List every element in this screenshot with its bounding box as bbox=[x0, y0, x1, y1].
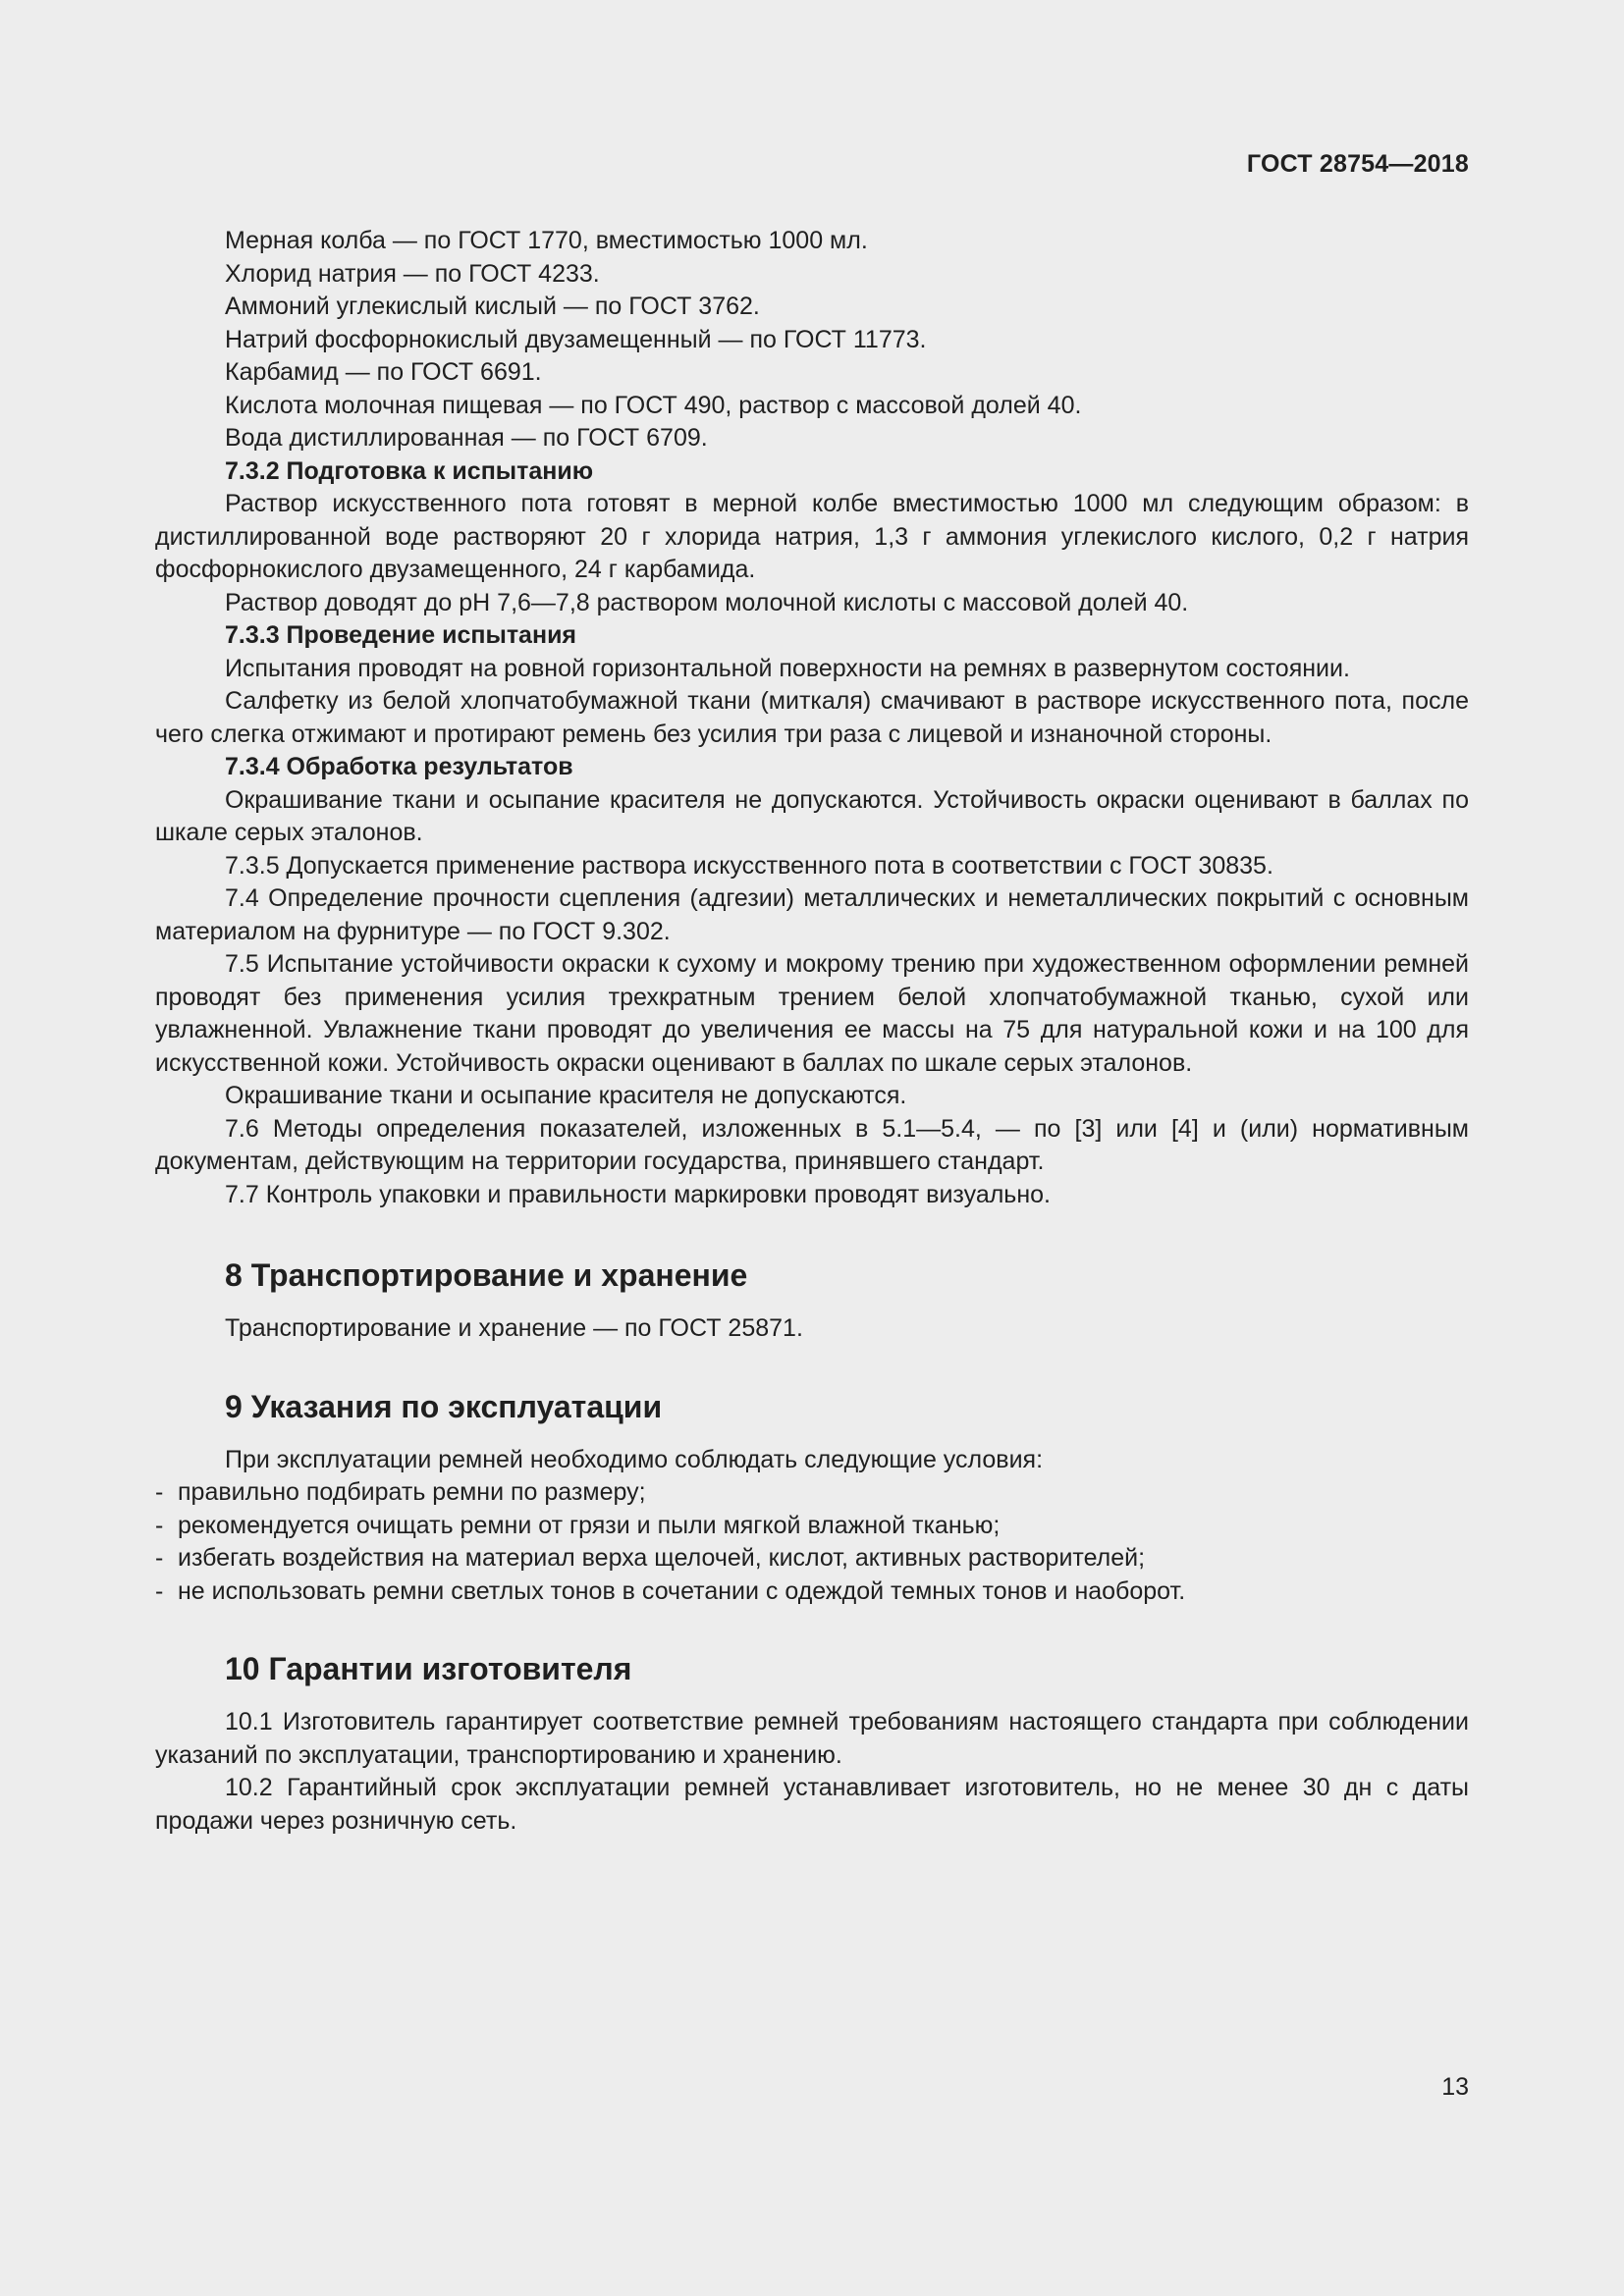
clause-7-5: 7.5 Испытание устойчивости окраски к сухому и мокрому трению при художественном оформлении ремней проводят без применения усилия трехкратным трением белой хлопчатобумажной тканью, сухой или увлажненной. Увлажнение ткани проводят до увеличения ее массы на 75 для натуральной кожи и на 100 для искусственной кожи. Устойчивость окраски оценивают в баллах по шкале серых эталонов. bbox=[155, 950, 1469, 1077]
paragraph: Окрашивание ткани и осыпание красителя не допускаются. Устойчивость окраски оценивают в баллах по шкале серых эталонов. bbox=[155, 785, 1469, 846]
paragraph: При эксплуатации ремней необходимо соблюдать следующие условия: bbox=[225, 1445, 1044, 1473]
clause-7-3-5: 7.3.5 Допускается применение раствора искусственного пота в соответствии с ГОСТ 30835. bbox=[225, 851, 1273, 880]
paragraph: Салфетку из белой хлопчатобумажной ткани (миткаля) смачивают в растворе искусственного пота, после чего слегка отжимают и протирают ремень без усилия три раза с лицевой и изнаночной стороны. bbox=[155, 687, 1469, 748]
reagent-item: Карбамид — по ГОСТ 6691. bbox=[225, 358, 542, 386]
page-number: 13 bbox=[1441, 2073, 1469, 2101]
list-item bbox=[155, 1510, 1469, 1543]
document-code: ГОСТ 28754—2018 bbox=[1246, 150, 1469, 178]
section-heading-9: 9 Указания по эксплуатации bbox=[225, 1388, 663, 1424]
list-item-text: рекомендуется очищать ремни от грязи и пыли мягкой влажной тканью; bbox=[178, 1511, 1001, 1539]
reagent-item: Хлорид натрия — по ГОСТ 4233. bbox=[225, 259, 600, 288]
reagent-item: Вода дистиллированная — по ГОСТ 6709. bbox=[225, 424, 708, 452]
paragraph: Транспортирование и хранение — по ГОСТ 25871. bbox=[225, 1314, 803, 1342]
list-item bbox=[155, 1575, 1469, 1609]
clause-10-1: 10.1 Изготовитель гарантирует соответствие ремней требованиям настоящего стандарта при соблюдении указаний по эксплуатации, транспортированию и хранению. bbox=[155, 1708, 1469, 1769]
list-item-text: избегать воздействия на материал верха щелочей, кислот, активных растворителей; bbox=[178, 1544, 1146, 1572]
reagent-item: Мерная колба — по ГОСТ 1770, вместимостью 1000 мл. bbox=[225, 227, 868, 254]
paragraph: Раствор доводят до рН 7,6—7,8 раствором молочной кислоты с массовой долей 40. bbox=[225, 588, 1189, 616]
subsection-heading-7-3-2: 7.3.2 Подготовка к испытанию bbox=[225, 456, 594, 485]
list-item-text: правильно подбирать ремни по размеру; bbox=[178, 1478, 646, 1506]
section-heading-8: 8 Транспортирование и хранение bbox=[225, 1257, 748, 1293]
list-dash: - bbox=[155, 1511, 164, 1539]
subsection-heading-7-3-3: 7.3.3 Проведение испытания bbox=[225, 621, 577, 649]
list-item bbox=[155, 1542, 1469, 1575]
paragraph: Раствор искусственного пота готовят в мерной колбе вместимостью 1000 мл следующим образом: в дистиллированной воде растворяют 20 г хлорида натрия, 1,3 г аммония углекислого кислого, 0,2 г натрия фосфорнокислого двузамещенного, 24 г карбамида. bbox=[155, 490, 1469, 583]
clause-10-2: 10.2 Гарантийный срок эксплуатации ремней устанавливает изготовитель, но не менее 30 дн с даты продажи через розничную сеть. bbox=[155, 1774, 1469, 1835]
reagent-item: Кислота молочная пищевая — по ГОСТ 490, раствор с массовой долей 40. bbox=[225, 391, 1082, 419]
list-dash: - bbox=[155, 1544, 164, 1572]
paragraph: Окрашивание ткани и осыпание красителя не допускаются. bbox=[225, 1082, 907, 1109]
paragraph: Испытания проводят на ровной горизонтальной поверхности на ремнях в развернутом состоянии. bbox=[225, 654, 1350, 682]
reagent-item: Натрий фосфорнокислый двузамещенный — по ГОСТ 11773. bbox=[225, 325, 927, 353]
subsection-heading-7-3-4: 7.3.4 Обработка результатов bbox=[225, 753, 573, 780]
reagent-item: Аммоний углекислый кислый — по ГОСТ 3762. bbox=[225, 293, 760, 320]
clause-7-4: 7.4 Определение прочности сцепления (адгезии) металлических и неметаллических покрытий с основным материалом на фурнитуре — по ГОСТ 9.302. bbox=[155, 884, 1469, 945]
clause-7-7: 7.7 Контроль упаковки и правильности маркировки проводят визуально. bbox=[225, 1180, 1051, 1208]
list-dash: - bbox=[155, 1478, 164, 1506]
clause-7-6: 7.6 Методы определения показателей, изложенных в 5.1—5.4, — по [3] или [4] и (или) нормативным документам, действующим на территории государства, принявшего стандарт. bbox=[155, 1114, 1469, 1175]
list-item-text: не использовать ремни светлых тонов в сочетании с одеждой темных тонов и наоборот. bbox=[178, 1576, 1186, 1605]
list-item bbox=[155, 1476, 1469, 1510]
list-dash: - bbox=[155, 1576, 164, 1605]
document-body bbox=[155, 225, 1469, 1838]
section-heading-10: 10 Гарантии изготовителя bbox=[225, 1651, 632, 1686]
